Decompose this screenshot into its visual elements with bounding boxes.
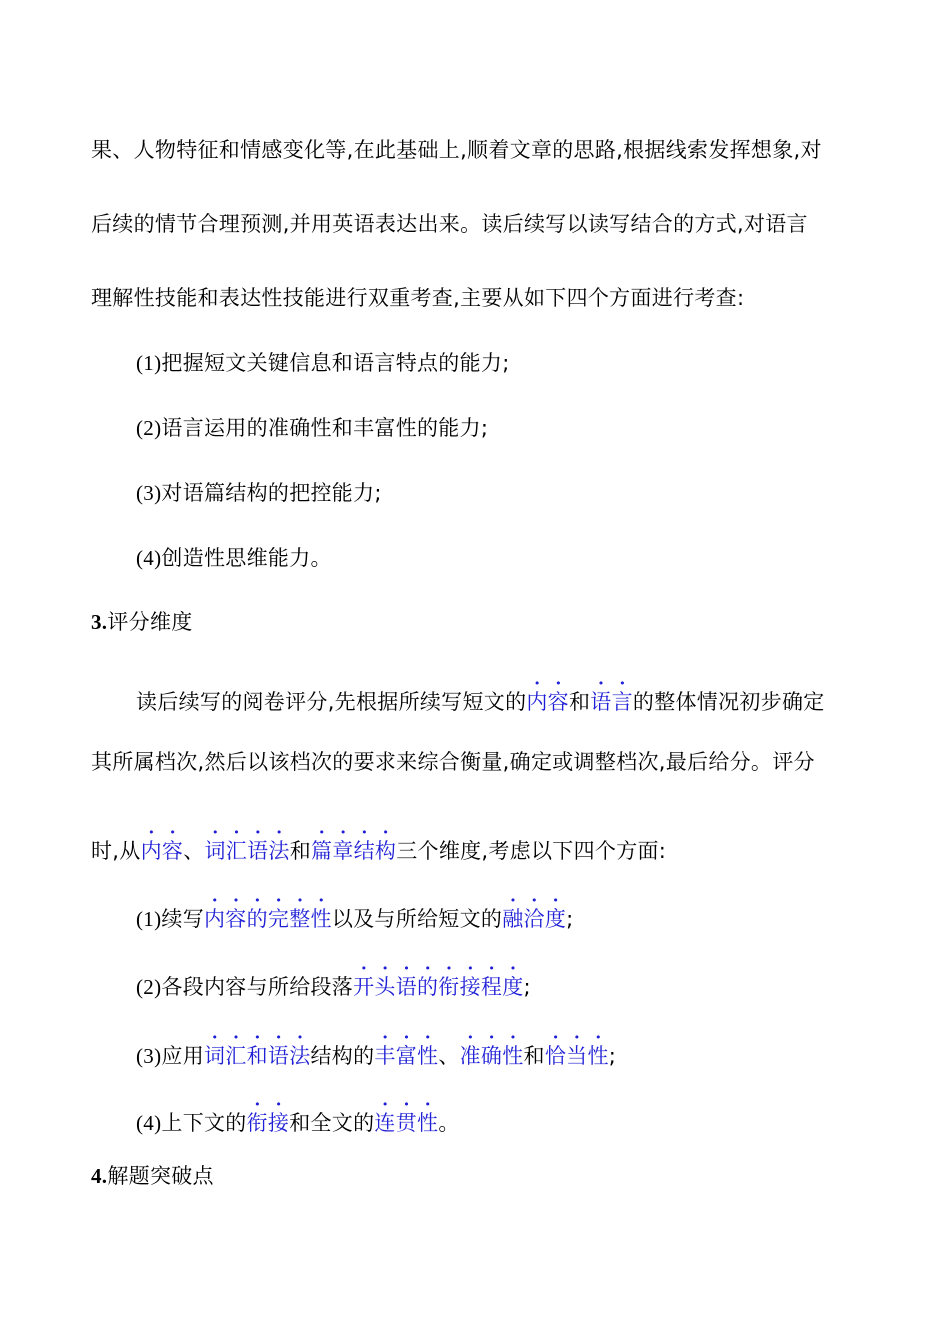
text-run: 应用 [161, 1044, 204, 1068]
emphasis-text: 内容的完整性 [204, 907, 332, 931]
text-run: 各段内容与所给段落 [161, 975, 354, 999]
text-run: 续写 [161, 907, 204, 931]
paragraph-line: 理解性技能和表达性技能进行双重考查,主要从如下四个方面进行考查: [91, 286, 745, 310]
text-run: 和 [289, 839, 312, 863]
emphasis-text: 连贯性 [374, 1111, 439, 1135]
emphasis-text: 词汇和语法 [204, 1044, 311, 1068]
list-item [136, 479, 382, 507]
paragraph-line: 果、人物特征和情感变化等,在此基础上,顺着文章的思路,根据线索发挥想象,对 [91, 138, 822, 162]
heading-number: 4. [91, 1164, 108, 1188]
paragraph-line: 后续的情节合理预测,并用英语表达出来。读后续写以读写结合的方式,对语言 [91, 212, 808, 236]
emphasis-text: 内容 [140, 839, 184, 863]
emphasis-text: 丰富性 [374, 1044, 439, 1068]
text-run: 和全文的 [289, 1111, 375, 1135]
text-run: 、 [183, 839, 205, 863]
item-number: (4) [136, 546, 162, 570]
text-run: ; [523, 975, 531, 999]
text-run: 三个维度,考虑以下四个方面: [396, 839, 667, 863]
item-text: 对语篇结构的把控能力; [161, 481, 382, 505]
heading-title: 评分维度 [107, 610, 193, 634]
emphasis-text: 词汇语法 [204, 839, 290, 863]
paragraph-line: 其所属档次,然后以该档次的要求来综合衡量,确定或调整档次,最后给分。评分 [91, 750, 815, 774]
item-number: (2) [136, 416, 162, 440]
list-item [136, 544, 332, 572]
text-run: ; [566, 907, 574, 931]
emphasis-text: 开头语的衔接程度 [353, 975, 524, 999]
emphasis-text: 内容 [526, 690, 569, 714]
text-run: 的整体情况初步确定 [632, 690, 825, 714]
item-text: 把握短文关键信息和语言特点的能力; [161, 351, 510, 375]
section-heading [91, 1162, 214, 1190]
text-run: 和 [568, 690, 591, 714]
text-run: 时,从 [91, 839, 141, 863]
item-number: (3) [136, 1044, 162, 1068]
paragraph-line [136, 677, 825, 716]
emphasis-text: 融洽度 [502, 907, 567, 931]
list-item [136, 1031, 616, 1070]
emphasis-text: 篇章结构 [311, 839, 397, 863]
text-run: ; [608, 1044, 617, 1068]
list-item [136, 414, 488, 442]
item-number: (1) [136, 907, 162, 931]
item-number: (4) [136, 1111, 162, 1135]
list-item [136, 962, 531, 1001]
heading-number: 3. [91, 610, 108, 634]
text-run: 。 [438, 1111, 460, 1135]
item-text: 创造性思维能力。 [161, 546, 332, 570]
list-item [136, 1098, 460, 1137]
paragraph-line [91, 826, 666, 865]
item-number: (2) [136, 975, 162, 999]
list-item [136, 894, 574, 933]
text-run: 和 [523, 1044, 545, 1068]
emphasis-text: 衔接 [246, 1111, 290, 1135]
text-run: 结构的 [310, 1044, 375, 1068]
list-item [136, 349, 510, 377]
text-run: 、 [438, 1044, 460, 1068]
item-number: (1) [136, 351, 162, 375]
section-heading [91, 608, 193, 636]
emphasis-text: 恰当性 [544, 1044, 609, 1068]
text-run: 以及与所给短文的 [331, 907, 503, 931]
text-run: 上下文的 [161, 1111, 247, 1135]
heading-title: 解题突破点 [107, 1164, 214, 1188]
text-run: 读后续写的阅卷评分,先根据所续写短文的 [136, 690, 527, 714]
item-number: (3) [136, 481, 162, 505]
emphasis-text: 准确性 [459, 1044, 524, 1068]
item-text: 语言运用的准确性和丰富性的能力; [161, 416, 489, 440]
emphasis-text: 语言 [590, 690, 633, 714]
